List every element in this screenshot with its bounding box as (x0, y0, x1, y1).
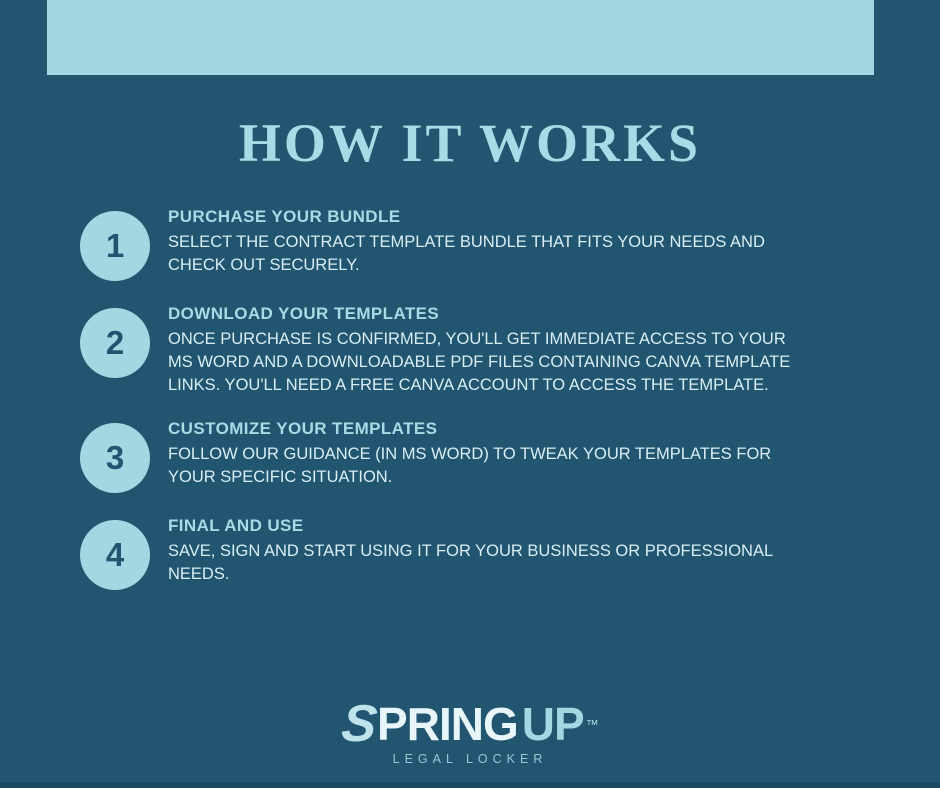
step-description: SAVE, SIGN AND START USING IT FOR YOUR BUSINESS OR PROFESSIONAL NEEDS. (168, 542, 773, 584)
step-description: ONCE PURCHASE IS CONFIRMED, YOU'LL GET IMMEDIATE ACCESS TO YOUR MS WORD AND A DOWNLOADABLE PDF FILES CONTAINING CANVA TEMPLATE LINKS. YOU'LL NEED A FREE CANVA ACCOUNT TO ACCESS THE TEMPLATE. (168, 330, 791, 394)
step-text (168, 302, 798, 396)
step-number-badge: 1 (80, 211, 150, 281)
step-title: PURCHASE YOUR BUNDLE (168, 207, 401, 226)
logo-wordmark (339, 695, 598, 753)
logo-subtitle: LEGAL LOCKER (392, 752, 548, 766)
step-title: CUSTOMIZE YOUR TEMPLATES (168, 419, 438, 439)
top-banner (47, 0, 874, 75)
step-description: SELECT THE CONTRACT TEMPLATE BUNDLE THAT FITS YOUR NEEDS AND CHECK OUT SECURELY. (168, 233, 765, 274)
list-item (80, 205, 870, 281)
step-number-badge: 2 (80, 308, 150, 378)
brand-logo (0, 695, 940, 766)
step-number-badge: 3 (80, 423, 150, 493)
step-title: DOWNLOAD YOUR TEMPLATES (168, 304, 440, 323)
list-item (80, 514, 870, 590)
step-text (168, 514, 793, 586)
list-item (80, 417, 870, 493)
logo-up-text: UP (521, 698, 584, 750)
logo-s-letter: S (339, 695, 380, 753)
logo-pring-text: PRING (377, 698, 518, 750)
step-title: FINAL AND USE (168, 516, 304, 536)
list-item (80, 302, 870, 396)
step-number-badge: 4 (80, 520, 150, 590)
step-text (168, 205, 793, 277)
page-title: HOW IT WORKS (238, 113, 702, 173)
bottom-strip (0, 782, 940, 788)
step-description: FOLLOW OUR GUIDANCE (IN MS WORD) TO TWEAK YOUR TEMPLATES FOR YOUR SPECIFIC SITUATION. (168, 445, 772, 487)
steps-list (80, 205, 870, 611)
trademark-icon: ™ (585, 716, 598, 732)
step-text (168, 417, 793, 489)
